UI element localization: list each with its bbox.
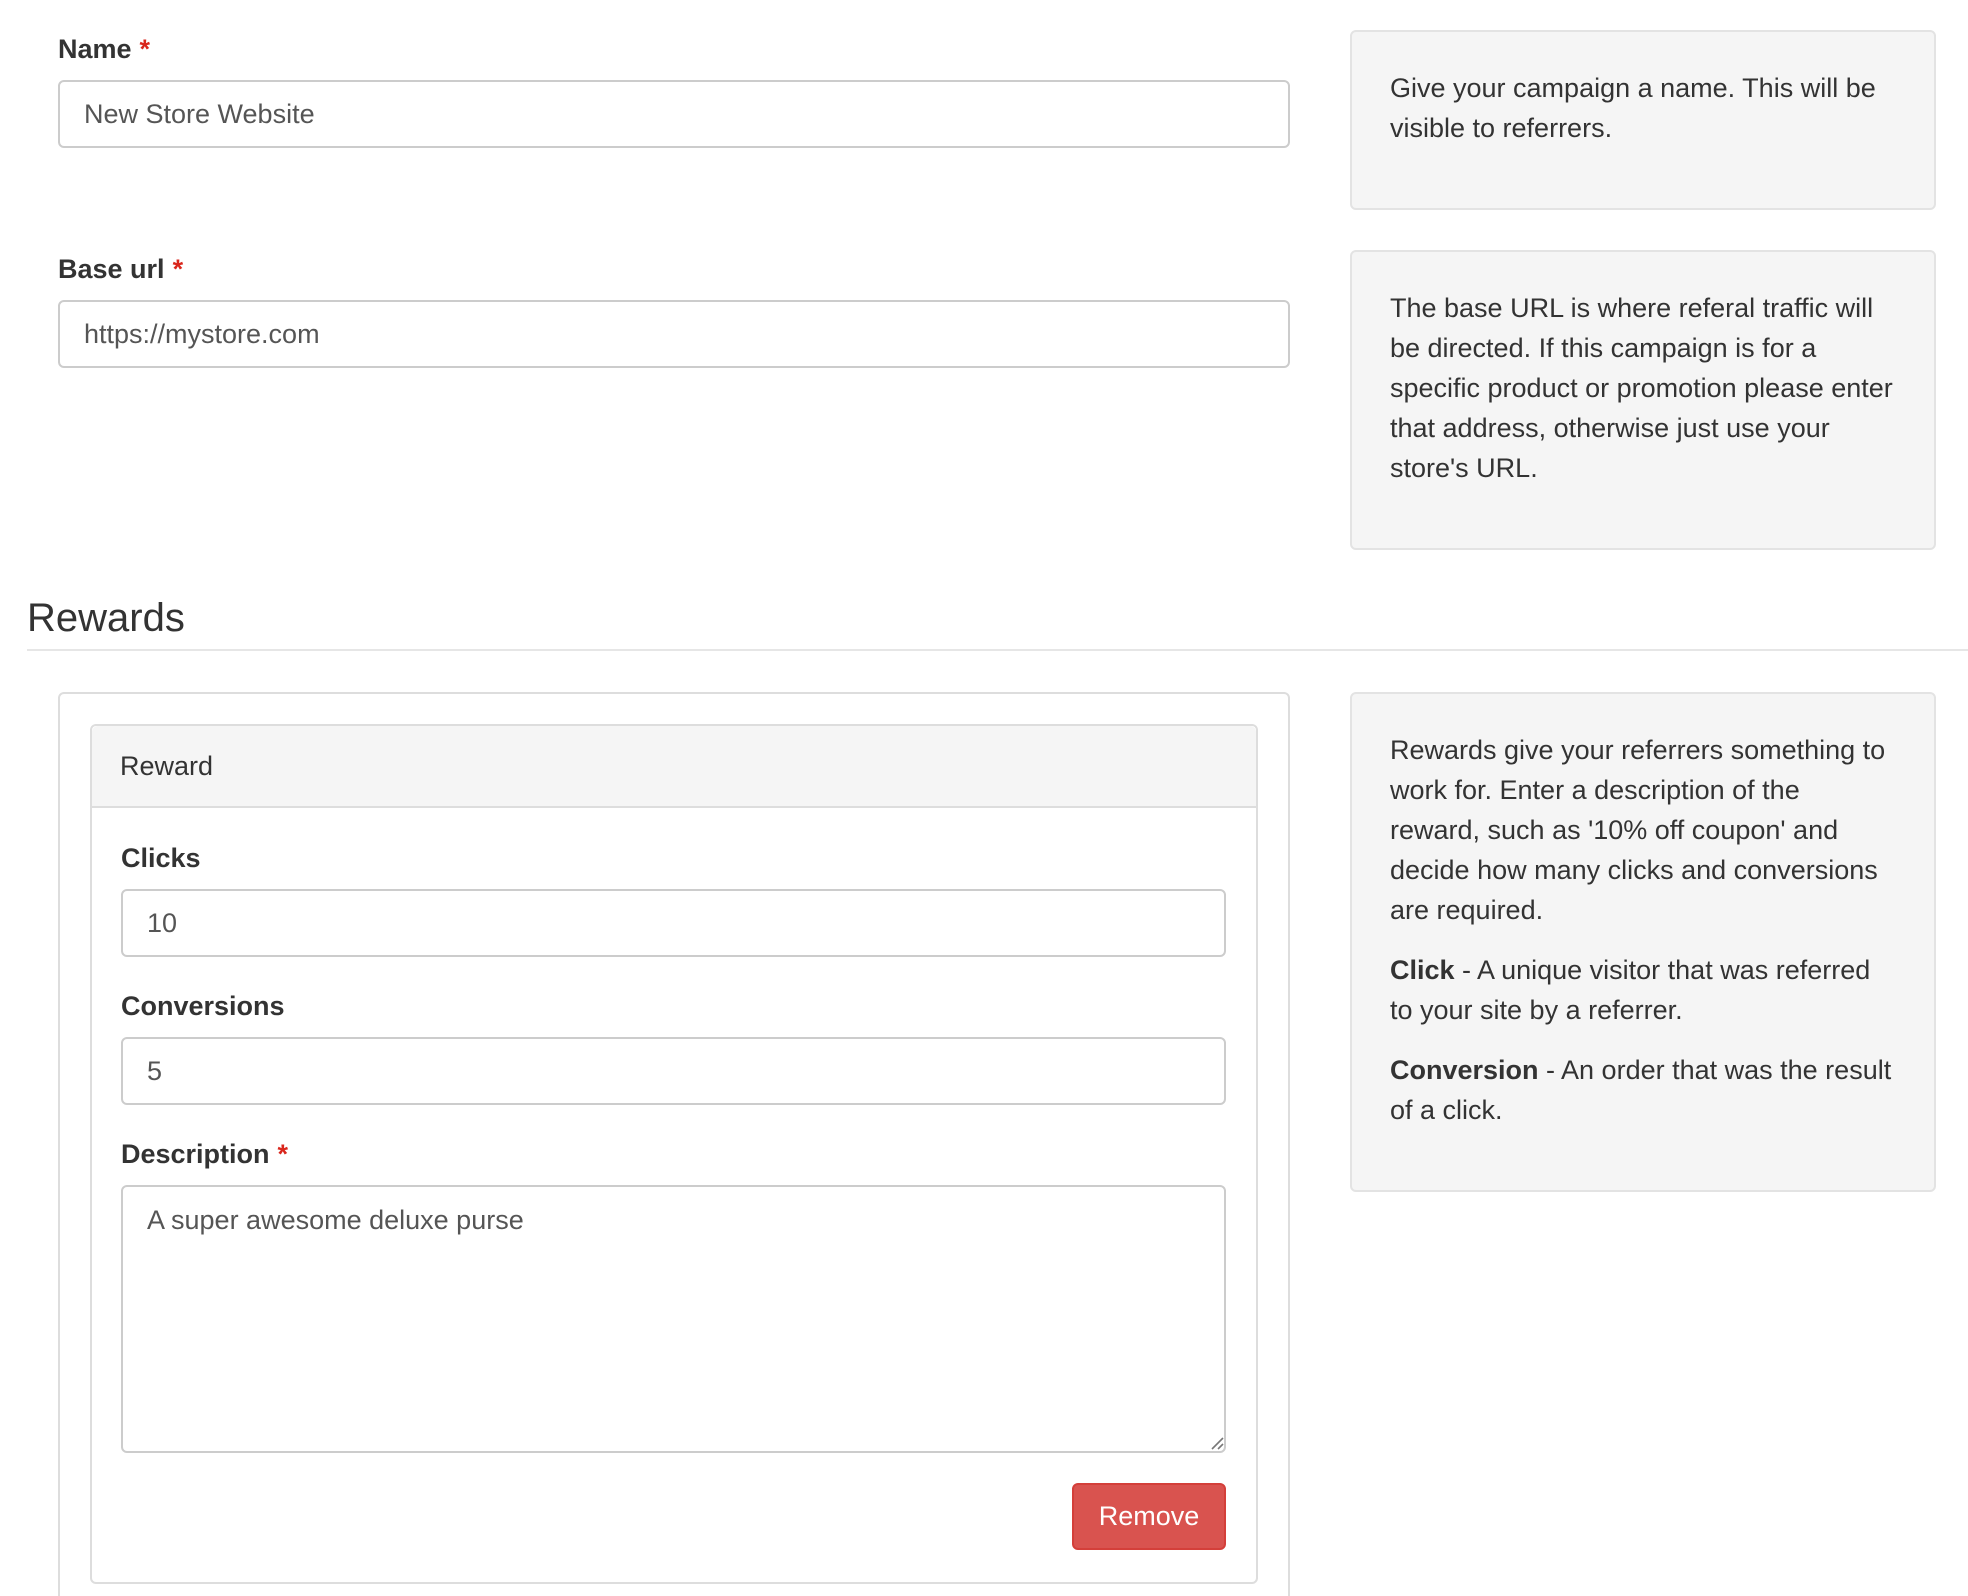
clicks-label: Clicks: [121, 843, 201, 873]
base-url-label-text: Base url: [58, 254, 165, 284]
remove-button[interactable]: Remove: [1072, 1483, 1226, 1550]
required-asterisk: *: [139, 34, 151, 64]
resize-grip-icon[interactable]: [1208, 1434, 1224, 1450]
conversions-input[interactable]: [121, 1037, 1226, 1105]
reward-panel-heading: Reward: [92, 726, 1256, 808]
description-textarea[interactable]: [121, 1185, 1226, 1453]
click-term: Click: [1390, 955, 1455, 985]
name-input[interactable]: [58, 80, 1290, 148]
name-help-box: [1350, 30, 1936, 210]
clicks-input[interactable]: [121, 889, 1226, 957]
base-url-help-box: [1350, 250, 1936, 550]
rewards-help-intro: Rewards give your referrers something to work for. Enter a description of the reward, such as '10% off coupon' and decide how many clicks and conversions are required.: [1390, 735, 1886, 925]
click-definition-text: - A unique visitor that was referred to your site by a referrer.: [1390, 955, 1871, 1025]
name-label: [58, 34, 150, 65]
description-label-text: Description: [121, 1139, 270, 1169]
section-divider: [27, 649, 1968, 651]
conversions-label: Conversions: [121, 991, 285, 1021]
name-label-text: Name: [58, 34, 132, 64]
conversion-definition: [1390, 1050, 1896, 1130]
name-help-text: Give your campaign a name. This will be visible to referrers.: [1390, 73, 1876, 143]
required-asterisk: *: [277, 1139, 289, 1169]
required-asterisk: *: [172, 254, 184, 284]
base-url-help-text: The base URL is where referal traffic will be directed. If this campaign is for a specific product or promotion please enter that address, otherwise just use your store's URL.: [1390, 293, 1893, 483]
base-url-label: [58, 254, 183, 285]
conversion-term: Conversion: [1390, 1055, 1539, 1085]
click-definition: [1390, 950, 1896, 1030]
conversion-definition-text: - An order that was the result of a click.: [1390, 1055, 1892, 1125]
rewards-help-box: [1350, 692, 1936, 1192]
description-label: [121, 1139, 288, 1170]
base-url-input[interactable]: [58, 300, 1290, 368]
rewards-heading: Rewards: [27, 596, 185, 640]
